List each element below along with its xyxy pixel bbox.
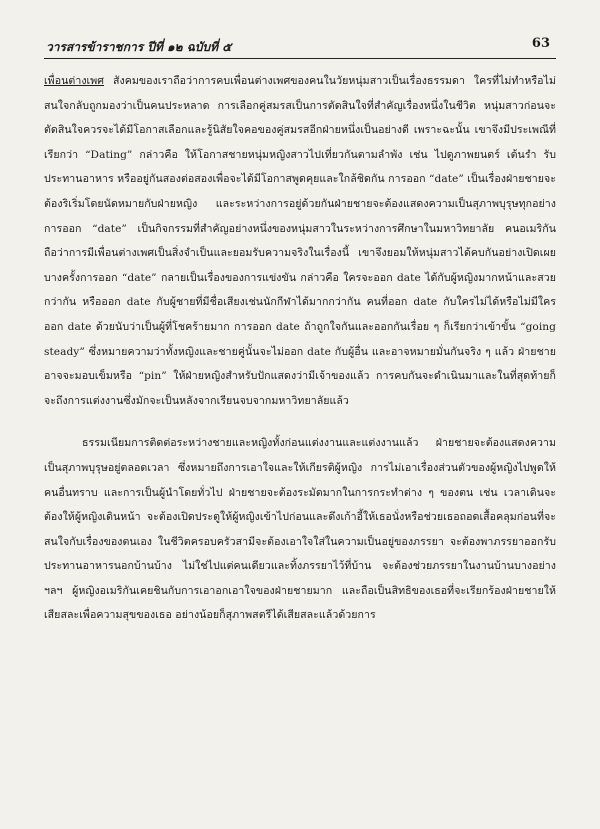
paragraph-1-text: สังคมของเราถือว่าการคบเพื่อนต่างเพศของคนในวัยหนุ่มสาวเป็นเรื่องธรรมดา ใครที่ไม่ทำหรือไม่สนใจกลับถูกมองว่าเป็นคนประหลาด การเลือกคู่สมรสเป็นการตัดสินใจที่สำคัญเรื่องหนึ่งในชีวิต หนุ่มสาวก่อนจะตัดสินใจควรจะได้มีโอกาสเลือกและรู้นิสัยใจคอของคู่สมรสอีกฝ่ายหนึ่งเป็นอย่างดี เพราะฉะนั้น เขาจึงมีประเพณีที่เรียกว่า “Dating” กล่าวคือ ให้โอกาสชายหนุ่มหญิงสาวไปเที่ยวกันตามลำพัง เช่น ไปดูภาพยนตร์ เต้นรำ รับประทานอาหาร หรืออยู่กันสองต่อสองเพื่อจะได้มีโอกาสพูดคุยและใกล้ชิดกัน การออก “date” เป็นเรื่องฝ่ายชายจะต้องริเริ่มโดยนัดหมายกับฝ่ายหญิง และระหว่างการอยู่ด้วยกันฝ่ายชายจะต้องแสดงความเป็นสุภาพบุรุษทุกอย่าง การออก “date” เป็นกิจกรรมที่สำคัญอย่างหนึ่งของหนุ่มสาวในระหว่างการศึกษาในมหาวิทยาลัย คนอเมริกันถือว่าการมีเพื่อนต่างเพศเป็นสิ่งจำเป็นและยอมรับความจริงในเรื่องนี้ เขาจึงยอมให้หนุ่มสาวได้คบกันอย่างเปิดเผย บางครั้งการออก “date” กลายเป็นเรื่องของการแข่งขัน กล่าวคือ ใครจะออก date ได้กับผู้หญิงมากหน้าและสวยกว่ากัน หรือออก date กับผู้ชายที่มีชื่อเสียงเช่นนักกีฬาได้มากกว่ากัน คนที่ออก date กับใครไม่ได้หรือไม่มีใครออก date ด้วยนับว่าเป็นผู้ที่โชคร้ายมาก การออก date ถ้าถูกใจกันและออกกันเรื่อย ๆ ก็เรียกว่าเข้าขั้น “going steady” ซึ่งหมายความว่าทั้งหญิงและชายคู่นั้นจะไม่ออก date กับผู้อื่น และอาจหมายมั่นกันจริง ๆ แล้ว ฝ่ายชายอาจจะมอบเข็มหรือ “pin” ให้ฝ่ายหญิงสำหรับปักแสดงว่ามีเจ้าของแล้ว การคบกันจะดำเนินมาและในที่สุดท้ายก็จะถึงการแต่งงานซึ่งมักจะเป็นหลังจากเรียนจบจากมหาวิทยาลัยแล้ว [44, 75, 556, 407]
section-lead-term: เพื่อนต่างเพศ [44, 75, 105, 87]
page-number: 63 [531, 36, 550, 51]
paragraph-2-text: ธรรมเนียมการติดต่อระหว่างชายและหญิงทั้งก่อนแต่งงานและแต่งงานแล้ว ฝ่ายชายจะต้องแสดงความเป็นสุภาพบุรุษอยู่ตลอดเวลา ซึ่งหมายถึงการเอาใจและให้เกียรติผู้หญิง การไม่เอาเรื่องส่วนตัวของผู้หญิงไปพูดให้คนอื่นทราบ และการเป็นผู้นำโดยทั่วไป ฝ่ายชายจะต้องระมัดมากในการกระทำต่าง ๆ ของตน เช่น เวลาเดินจะต้องให้ผู้หญิงเดินหน้า จะต้องเปิดประตูให้ผู้หญิงเข้าไปก่อนและดึงเก้าอี้ให้เธอนั่งหรือช่วยเธอถอดเสื้อคลุมก่อนที่จะสนใจกับเรื่องของตนเอง ในชีวิตครอบครัวสามีจะต้องเอาใจใส่ในความเป็นอยู่ของภรรยา จะต้องพาภรรยาออกรับประทานอาหารนอกบ้านบ้าง ไม่ใช่ไปแต่คนเดียวและทิ้งภรรยาไว้ที่บ้าน จะต้องช่วยภรรยาในงานบ้านบางอย่าง ฯลฯ ผู้หญิงอเมริกันเคยชินกับการเอาอกเอาใจของฝ่ายชายมาก และถือเป็นสิทธิของเธอที่จะเรียกร้องฝ่ายชายให้เสียสละเพื่อความสุขของเธอ อย่างน้อยก็สุภาพสตรีได้เสียสละแล้วด้วยการ [44, 437, 556, 622]
body-paragraph-2 [44, 431, 556, 628]
journal-title: วารสารข้าราชการ ปีที่ ๑๒ ฉบับที่ ๕ [46, 40, 232, 54]
running-header [44, 36, 556, 59]
body-paragraph-1 [44, 69, 556, 413]
